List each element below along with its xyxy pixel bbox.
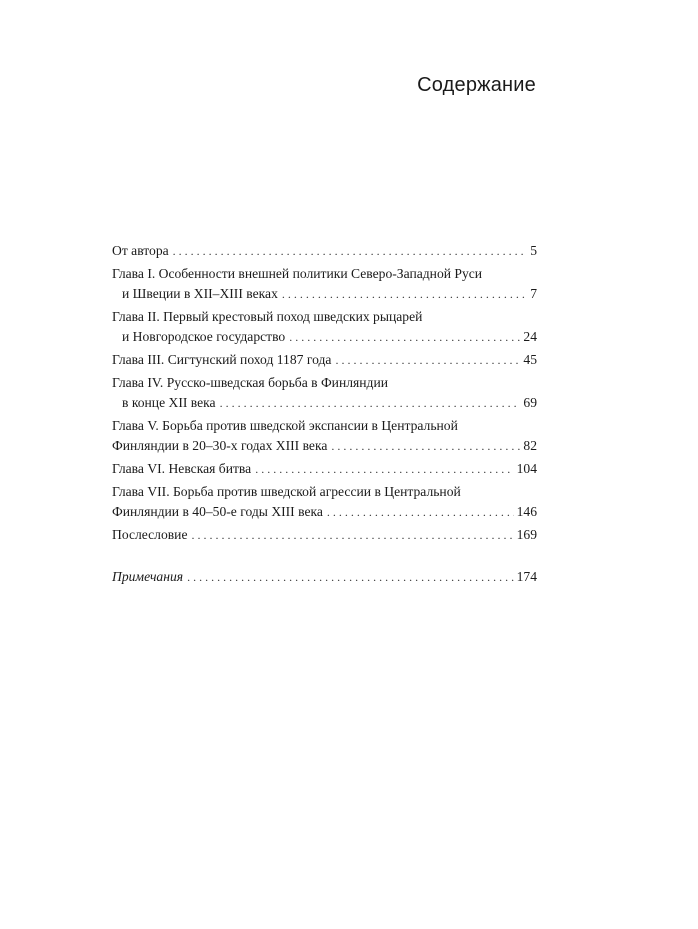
toc-entry-page: 7 [530, 286, 537, 301]
dot-leader [335, 350, 520, 370]
toc-entry-chapter-6[interactable] [112, 459, 537, 479]
toc-entry-title: Глава I. Особенности внешней политики Северо-Западной Руси [112, 266, 483, 281]
table-of-contents [112, 241, 537, 587]
dot-leader [282, 284, 527, 304]
dot-leader [255, 459, 513, 479]
toc-entry-title: Глава III. Сигтунский поход 1187 года [112, 352, 332, 367]
dot-leader [173, 241, 528, 261]
toc-entry-page: 69 [523, 395, 537, 410]
toc-entry-page: 24 [523, 329, 537, 344]
dot-leader [220, 393, 521, 413]
dot-leader [191, 525, 513, 545]
dot-leader [331, 436, 520, 456]
toc-entry-title: Глава VI. Невская битва [112, 461, 252, 476]
toc-entry-page: 146 [516, 504, 537, 519]
toc-entry-title: Глава VII. Борьба против шведской агрессии в Центральной [112, 484, 461, 499]
dot-leader [187, 567, 514, 587]
toc-entry-chapter-7[interactable] [112, 482, 537, 522]
toc-entry-page: 174 [516, 569, 537, 584]
toc-entry-afterword[interactable] [112, 525, 537, 545]
dot-leader [327, 502, 514, 522]
dot-leader [289, 327, 520, 347]
toc-entry-chapter-2[interactable] [112, 307, 537, 347]
toc-entry-chapter-4[interactable] [112, 373, 537, 413]
toc-entry-title: Глава II. Первый крестовый поход шведских рыцарей [112, 309, 423, 324]
toc-entry-title: Глава IV. Русско-шведская борьба в Финляндии [112, 375, 389, 390]
toc-entry-notes[interactable] [112, 567, 537, 587]
page-title: Содержание [417, 74, 536, 96]
toc-entry-chapter-3[interactable] [112, 350, 537, 370]
toc-entry-chapter-5[interactable] [112, 416, 537, 456]
toc-entry-title-continued: в конце XII века [122, 395, 216, 410]
toc-entry-page: 45 [523, 352, 537, 367]
toc-entry-page: 104 [516, 461, 537, 476]
toc-entry-title: От автора [112, 243, 169, 258]
toc-entry-title-continued: и Новгородское государство [122, 329, 286, 344]
toc-entry-title-continued: и Швеции в XII–XIII веках [122, 286, 278, 301]
toc-entry-title: Примечания [112, 569, 184, 584]
toc-entry-title: Глава V. Борьба против шведской экспансии в Центральной [112, 418, 458, 433]
toc-entry-title: Послесловие [112, 527, 188, 542]
toc-entry-chapter-1[interactable] [112, 264, 537, 304]
toc-entry-title-continued: Финляндии в 40–50-е годы XIII века [112, 504, 323, 519]
toc-entry-page: 169 [516, 527, 537, 542]
toc-entry-page: 5 [530, 243, 537, 258]
toc-entry-title-continued: Финляндии в 20–30-х годах XIII века [112, 438, 328, 453]
toc-entry-page: 82 [523, 438, 537, 453]
toc-entry-author[interactable] [112, 241, 537, 261]
